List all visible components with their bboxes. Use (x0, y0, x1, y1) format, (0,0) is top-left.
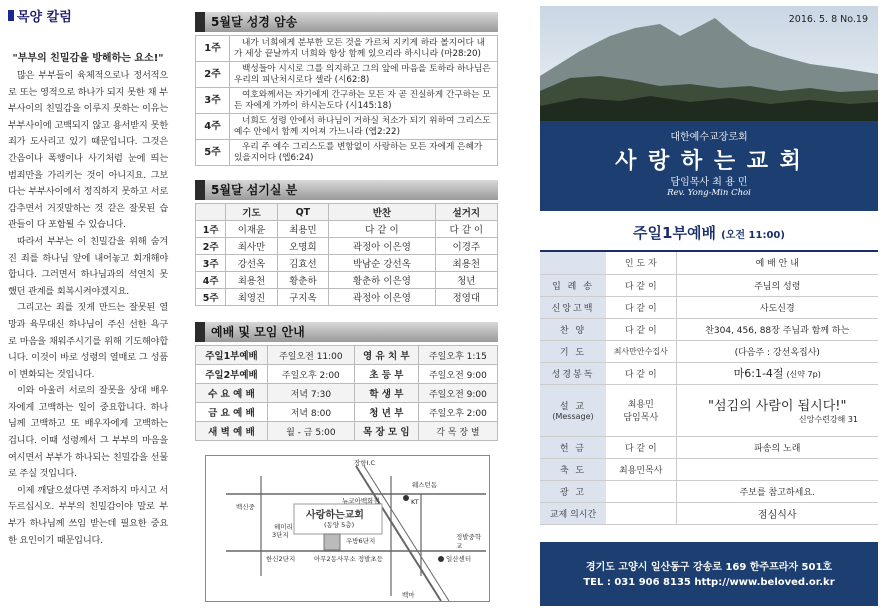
square-icon (8, 10, 14, 21)
map-label: KT (411, 498, 419, 506)
table-row: 설 교 (Message) 최용민 담임목사 "섬김의 사람이 됩시다!" 신앙수련강해 31 (540, 384, 878, 436)
table-row: 광 고 주보를 참고하세요. (540, 480, 878, 502)
table-header-row: 기도 QT 반찬 설거지 (196, 204, 498, 221)
table-row: 4주 너희도 성령 안에서 하나님이 거하실 처소가 되기 위하여 그리스도 예수 안에서 함께 지어져 가느니라 (엡2:22) (196, 114, 498, 140)
address-footer (540, 542, 878, 606)
map-label: 백마 (402, 591, 415, 599)
pastor-column (8, 6, 168, 608)
map-church-label: 사랑하는교회 (306, 510, 364, 521)
table-row: 2주 백성들아 시시로 그를 의지하고 그의 앞에 마음을 토하라 하나님은 우리의 피난처시로다 셀라 (시62:8) (196, 62, 498, 88)
map-label: 장항I.C (354, 459, 376, 467)
church-location-map (205, 455, 490, 602)
scripture-page: (신약 7p) (786, 370, 821, 379)
church-address: 경기도 고양시 일산동구 강송로 169 한주프라자 501호 (585, 562, 833, 573)
table-row: 수 요 예 배 저녁 7:30 학 생 부 주일오전 9:00 (196, 384, 498, 403)
table-row: 성경봉독 다 같 이 마6:1-4절 (신약 7p) (540, 362, 878, 384)
schedule-table (195, 345, 498, 441)
map-label: 웨스턴돔 (412, 481, 438, 489)
table-row: 4주 최용천 황춘하 황춘하 이은영 청년 (196, 272, 498, 289)
sermon-series: 신앙수련강해 31 (798, 415, 858, 424)
contact-info: TEL : 031 906 8135 http://www.beloved.or.kr (583, 577, 835, 588)
map-label: (동양 5층) (324, 521, 355, 529)
column-paragraph: 이제 깨달으셨다면 주저하지 마시고 서두르십시오. 부부의 친밀감이야 말로 부부가 하나님께 쓰임 받는데 필요한 중요한 요인이기 때문입니다. (8, 484, 168, 546)
table-row: 교제 의시간 점심식사 (540, 502, 878, 524)
table-row: 3주 강선옥 김효선 박남순 강선옥 최용천 (196, 255, 498, 272)
service-table (540, 252, 878, 525)
map-label: 한신2단지 (266, 555, 296, 563)
duty-title: 5월달 섬기실 분 (195, 180, 498, 200)
table-row: 5주 우리 주 예수 그리스도를 변함없이 사랑하는 모든 자에게 은혜가 있을지어다 (엡6:24) (196, 140, 498, 166)
pastor-english-name: Rev. Yong-Min Choi (667, 188, 751, 198)
map-label: 백신중 (236, 503, 255, 511)
table-row: 축 도 최용민목사 (540, 458, 878, 480)
table-row: 헌 금 다 같 이 파송의 노래 (540, 436, 878, 458)
column-paragraph: 많은 부부들이 육체적으로나 정서적으로 또는 영적으로 하나가 되지 못한 채 부부사이의 친밀감을 이루지 못하는 이유는 부부사이에 고백되지 않고 용서받지 못한 죄가 도사리고 있기 때문입니다. 그것은 간음이나 폭행이나 사기처럼 눈에 띄는 범죄만을 가리키는 것이 아니지요. 그보다는 부부사이에서 정직하지 못하고 서로 감추면서 거짓말하는 것 같은 잘못된 습관들이 다 포함될 수 있습니다. (8, 70, 168, 231)
map-label: 뉴코아백화점 (342, 497, 380, 505)
bulletin-date: 2016. 5. 8 No.19 (788, 14, 868, 25)
table-row: 찬 양 다 같 이 찬304, 456, 88장 주님과 함께 하는 (540, 318, 878, 340)
column-heading: "부부의 친밀감을 방해하는 요소!" (12, 53, 164, 64)
verses-title: 5월달 성경 암송 (195, 12, 498, 32)
column-paragraph: 따라서 부부는 이 친밀감을 위해 숨겨진 죄를 하나님 앞에 내어놓고 회개해야 합니다. 그러면서 하나님과의 석연치 못했던 관계를 회복시켜야겠지요. (8, 235, 168, 297)
map-roads (206, 456, 491, 603)
map-label: 3단지 (272, 531, 289, 539)
sermon-title: "섬김의 사람이 됩시다!" (708, 399, 847, 414)
table-row: 1주 이재윤 최용민 다 같 이 다 같 이 (196, 221, 498, 238)
scripture-ref: 마6:1-4절 (733, 367, 784, 380)
column-paragraph: 그리고는 죄를 짓게 만드는 잘못된 열망과 육무대신 하나님이 주신 선한 욕구로 마음을 채워주시기를 위해 기도해야합니다. 이것이 바로 성령의 열매로 그 성품이 변화되는 것입니다. (8, 302, 168, 380)
table-row: 5주 최영진 구지옥 곽정아 이은영 정영대 (196, 289, 498, 306)
table-row: 1주 내가 너희에게 분부한 모든 것을 가르쳐 지키게 하라 볼지어다 내가 세상 끝날까지 너희와 항상 함께 있으리라 하시니라 (마28:20) (196, 36, 498, 62)
map-label: 헤미리 (274, 523, 293, 531)
table-row: 입 례 송 다 같 이 주님의 성령 (540, 274, 878, 296)
service-title: 주일1부예배 (오전 11:00) (540, 214, 878, 252)
column-title: 목양 칼럼 (8, 6, 168, 25)
church-name: 사 랑 하 는 교 회 (615, 149, 803, 174)
table-row: 2주 최사만 오명희 곽정아 이은영 이경주 (196, 238, 498, 255)
denomination: 대한예수교장로회 (670, 132, 748, 143)
table-row: 3주 여호와께서는 자기에게 간구하는 모든 자 곧 진실하게 간구하는 모든 자에게 가까이 하시는도다 (시145:18) (196, 88, 498, 114)
table-header-row: 인 도 자 예 배 안 내 (540, 252, 878, 274)
map-label: 일산센터 (446, 555, 472, 563)
column-paragraph: 이와 아울러 서로의 잘못을 상대 배우자에게 고백하는 일이 중요합니다. 하나님께 고백하고 또 배우자에게 고백하는 겁니다. 이때 성령께서 그 부부의 마음을 여시면서 부부가 하나되는 친밀감을 선물로 주실 것입니다. (8, 385, 168, 480)
map-label: 아무2동사무소 정발초등 (314, 555, 383, 563)
schedule-title: 예배 및 모임 안내 (195, 322, 498, 342)
duty-table (195, 203, 498, 306)
table-row: 기 도 최사만안수집사 (다음주 : 강선옥집사) (540, 340, 878, 362)
map-label: 정발중학교 (456, 533, 482, 550)
table-row: 주일1부예배 주일오전 11:00 영 유 치 부 주일오후 1:15 (196, 346, 498, 365)
table-row: 금 요 예 배 저녁 8:00 청 년 부 주일오후 2:00 (196, 403, 498, 422)
table-row: 주일2부예배 주일오후 2:00 초 등 부 주일오전 9:00 (196, 365, 498, 384)
map-label: 우방6단지 (346, 537, 376, 545)
verses-table (195, 35, 498, 166)
table-row: 신앙고백 다 같 이 사도신경 (540, 296, 878, 318)
bulletin-banner (540, 6, 878, 211)
table-row: 새 벽 예 배 월 - 금 5:00 목 장 모 임 각 목 장 별 (196, 422, 498, 441)
senior-pastor: 담임목사 최 용 민 (670, 177, 748, 188)
